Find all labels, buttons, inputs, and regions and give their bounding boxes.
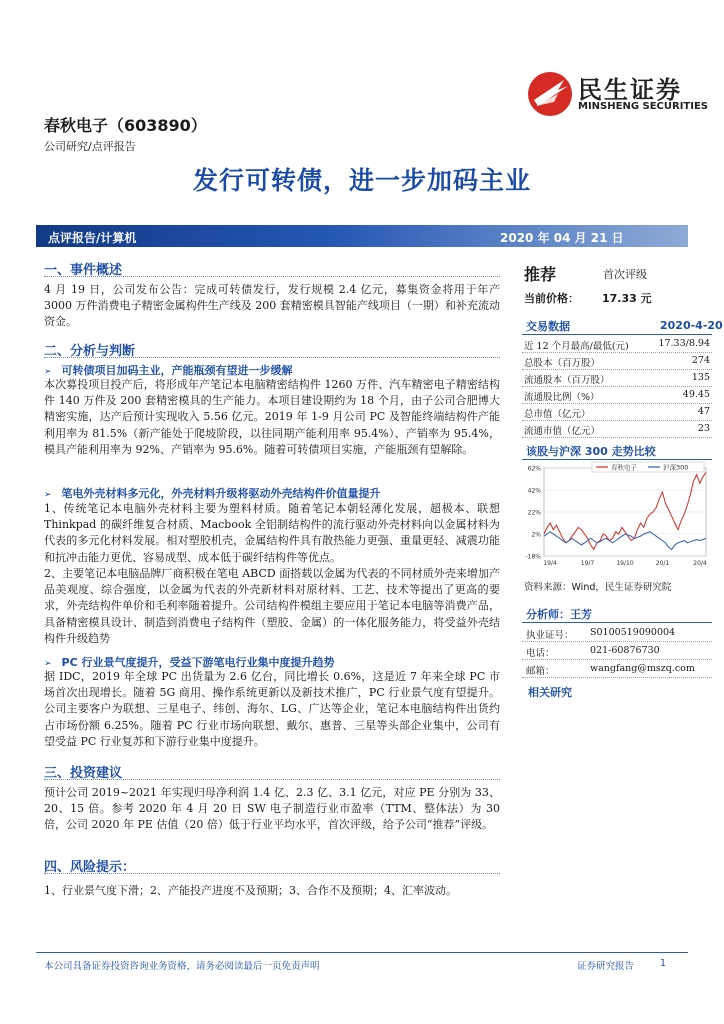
analysis-text-2b: 2、主要笔记本电脑品牌厂商积极在笔电 ABCD 面搭载以金属为代表的不同材质外壳来增加产品美观度、综合强度，以金属为代表的外壳新材料对原材料、工艺、技术等提出了更高的要求，外壳结构件单价和毛利率随着提升。公司结构件模组主要应用于笔记本电脑等消费产品，具备精密模具设计、制造到消费电子结构件（塑胶、金属）的一体化服务能力，将受益外壳结构件升级趋势 — [44, 567, 500, 645]
section-risk-text: 1、行业景气度下滑；2、产能投产进度不及预期；3、合作不及预期；4、汇率波动。 — [44, 884, 457, 897]
arrow-bullet-icon: ➢ — [44, 367, 52, 377]
y-tick-label: -18% — [525, 553, 541, 561]
analyst-row: 执业证号： S0100519090004 — [522, 624, 712, 642]
analyst-row: 电话： 021-60876730 — [522, 642, 712, 660]
analysis-text-3: 据 IDC，2019 年全球 PC 出货量为 2.6 亿台，同比增长 0.6%，这是近 7 年来全球 PC 市场首次出现增长。随着 5G 商用、操作系统更新以及新技术推广，PC 行业景气度有望提升。公司主要客户为联想、三星电子、纬创、海尔、LG、广达等企业，笔记本电脑结构件出货约占市场份额 6.25%。随着 PC 行业市场向联想、戴尔、惠普、三星等头部企业集中，公司有望受益 PC 行业复苏和下游行业集中度提升。 — [44, 670, 500, 748]
trade-row: 总股本（百万股） 274 — [522, 352, 712, 370]
related-research-title: 相关研究 — [528, 686, 572, 699]
report-type: 公司研究/点评报告 — [44, 140, 136, 153]
trade-row: 近 12 个月最高/最低(元) 17.33/8.94 — [522, 335, 712, 353]
analysis-point-1: ➢ 可转债项目加码主业，产能瓶颈有望进一步缓解 — [44, 364, 293, 377]
arrow-bullet-icon: ➢ — [44, 659, 52, 669]
rating-note: 首次评级 — [603, 268, 647, 281]
trade-data-header: 交易数据 — [522, 318, 712, 335]
section-investment-title: 三、投资建议 — [44, 766, 123, 781]
section-risk-title: 四、风险提示： — [44, 860, 136, 875]
arrow-bullet-icon: ➢ — [44, 490, 52, 500]
trade-row: 流通股本（百万股） 135 — [522, 369, 712, 387]
section-divider — [44, 873, 500, 874]
section-divider — [44, 276, 500, 277]
x-tick-label: 20/1 — [655, 560, 670, 567]
footer-doc-type: 证券研究报告 — [577, 961, 635, 972]
trade-row: 流通市值（亿元） 23 — [522, 420, 712, 438]
section-investment-text: 预计公司 2019~2021 年实现归母净利润 1.4 亿、2.3 亿、3.1 亿元，对应 PE 分别为 33、20、15 倍。参考 2020 年 4 月 20 日 SW 电子制造行业市盈率（TTM、整体法）为 30 倍，公司 2020 年 PE 估值（20 倍）低于行业平均水平，首次评级，给予公司“推荐”评级。 — [44, 786, 500, 832]
chart-source: 资料来源：Wind，民生证券研究院 — [524, 582, 672, 593]
legend-label: 春秋电子 — [611, 463, 637, 472]
x-tick-label: 19/10 — [616, 560, 634, 567]
trade-data-date: 2020-4-20 — [660, 319, 723, 332]
analysis-text-1: 本次募投项目投产后，将形成年产笔记本电脑精密结构件 1260 万件、汽车精密电子精密结构件 140 万件及 200 套精密模具的生产能力。本项目建设期约为 18 个月，由子公司合肥博大精密实施，达产后预计实现收入 5.56 亿元。2019 年 1-9 月公司 PC 及智能终端结构件产能利用率为 81.5%（新产能处于爬坡阶段，以往同期产能利用率 95.4%）、产销率为 95.4%，模具产能利用率为 92%、产销率为 95.6%。随着可转债项目实施，产能瓶颈有望解除。 — [44, 378, 500, 456]
footer-rule — [36, 952, 688, 953]
price-value: 17.33 元 — [602, 292, 652, 305]
x-tick-label: 19/7 — [580, 560, 595, 567]
analyst-row: 邮箱： wangfang@mszq.com — [522, 660, 712, 678]
footer-disclaimer: 本公司具备证券投资咨询业务资格，请务必阅读最后一页免责声明 — [44, 961, 320, 972]
section-divider — [44, 779, 500, 780]
logo-chinese-name: 民生证券 — [578, 76, 682, 104]
series-line-stock — [544, 472, 706, 549]
report-date: 2020 年 04 月 21 日 — [500, 231, 624, 245]
y-tick-label: 2% — [531, 531, 541, 539]
trade-row: 流通股比例（%） 49.45 — [522, 386, 712, 404]
section-analysis-title: 二、分析与判断 — [44, 344, 136, 359]
series-line-hs300 — [544, 532, 706, 550]
legend-label: 沪深300 — [663, 463, 689, 472]
report-title: 发行可转债，进一步加码主业 — [192, 166, 531, 195]
y-tick-label: 22% — [527, 509, 541, 517]
section-divider — [44, 357, 500, 358]
trade-row: 总市值（亿元） 47 — [522, 403, 712, 421]
company-name: 春秋电子（603890） — [44, 116, 207, 135]
x-tick-label: 20/4 — [693, 560, 707, 567]
report-category: 点评报告/计算机 — [48, 231, 137, 245]
rating: 推荐 — [524, 265, 557, 284]
analysis-point-3: ➢ PC 行业景气度提升，受益下游笔电行业集中度提升趋势 — [44, 656, 335, 669]
analyst-header: 分析师：王芳 — [522, 606, 712, 623]
analysis-point-2: ➢ 笔电外壳材料多元化，外壳材料升级将驱动外壳结构件价值量提升 — [44, 487, 381, 500]
price-label: 当前价格： — [524, 292, 579, 305]
analysis-text-2a: 1、传统笔记本电脑外壳材料主要为塑料材质。随着笔记本朝轻薄化发展，超极本、联想 Thinkpad 的碳纤维复合材质、Macbook 全铝制结构件的流行驱动外壳材料向以金属材料为代表的多元化材料发展。相对塑胶机壳，金属结构件具有散热能力更强、重量更轻、减震功能和抗冲击能力更优、容易成型、成本低于碳纤结构件等优点。 — [44, 502, 500, 564]
section-event-text: 4 月 19 日，公司发布公告：完成可转债发行，发行规模 2.4 亿元，募集资金将用于年产 3000 万件消费电子精密金属构件生产线及 200 套精密模具智能产线项目（一期）和补充流动资金。 — [44, 283, 500, 329]
logo-english-name: MINSHENG SECURITIES — [578, 101, 708, 112]
stock-vs-hs300-chart — [518, 460, 712, 574]
y-tick-label: 42% — [527, 487, 541, 495]
x-tick-label: 19/4 — [543, 560, 557, 567]
section-event-title: 一、事件概述 — [44, 263, 123, 278]
chart-header: 该股与沪深 300 走势比较 — [522, 443, 712, 460]
y-tick-label: 62% — [527, 465, 541, 473]
page-number: 1 — [660, 958, 667, 969]
